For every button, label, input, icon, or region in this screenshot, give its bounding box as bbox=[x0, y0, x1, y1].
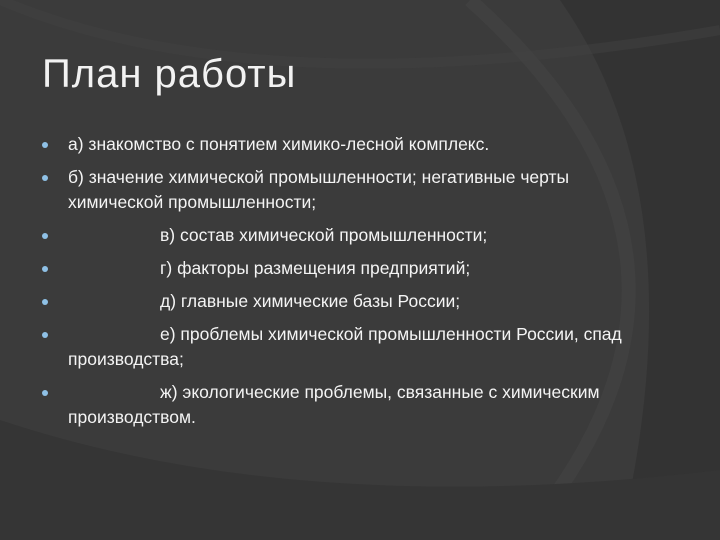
bullet-text: г) факторы размещения предприятий; bbox=[160, 258, 471, 278]
bullet-text: в) состав химической промышленности; bbox=[160, 225, 488, 245]
bullet-text: а) знакомство с понятием химико-лесной комплекс. bbox=[68, 134, 490, 154]
list-item bbox=[42, 132, 662, 157]
bullet-text: е) проблемы химической промышленности России, спад производства; bbox=[68, 324, 622, 369]
bullet-text: д) главные химические базы России; bbox=[160, 291, 461, 311]
bullet-text: б) значение химической промышленности; негативные черты химической промышленности; bbox=[68, 167, 570, 212]
bullet-icon bbox=[42, 266, 48, 272]
bullet-icon bbox=[42, 299, 48, 305]
bullet-icon bbox=[42, 390, 48, 396]
bullet-icon bbox=[42, 142, 48, 148]
bullet-icon bbox=[42, 175, 48, 181]
slide-title: План работы bbox=[42, 52, 297, 96]
list-item bbox=[42, 223, 662, 248]
bullet-list bbox=[42, 132, 662, 438]
list-item bbox=[42, 380, 662, 430]
list-item bbox=[42, 165, 662, 215]
arc-decoration-3 bbox=[0, 420, 720, 540]
bullet-icon bbox=[42, 332, 48, 338]
list-item bbox=[42, 289, 662, 314]
list-item bbox=[42, 256, 662, 281]
list-item bbox=[42, 322, 662, 372]
bullet-text: ж) экологические проблемы, связанные с химическим производством. bbox=[68, 382, 600, 427]
bullet-icon bbox=[42, 233, 48, 239]
